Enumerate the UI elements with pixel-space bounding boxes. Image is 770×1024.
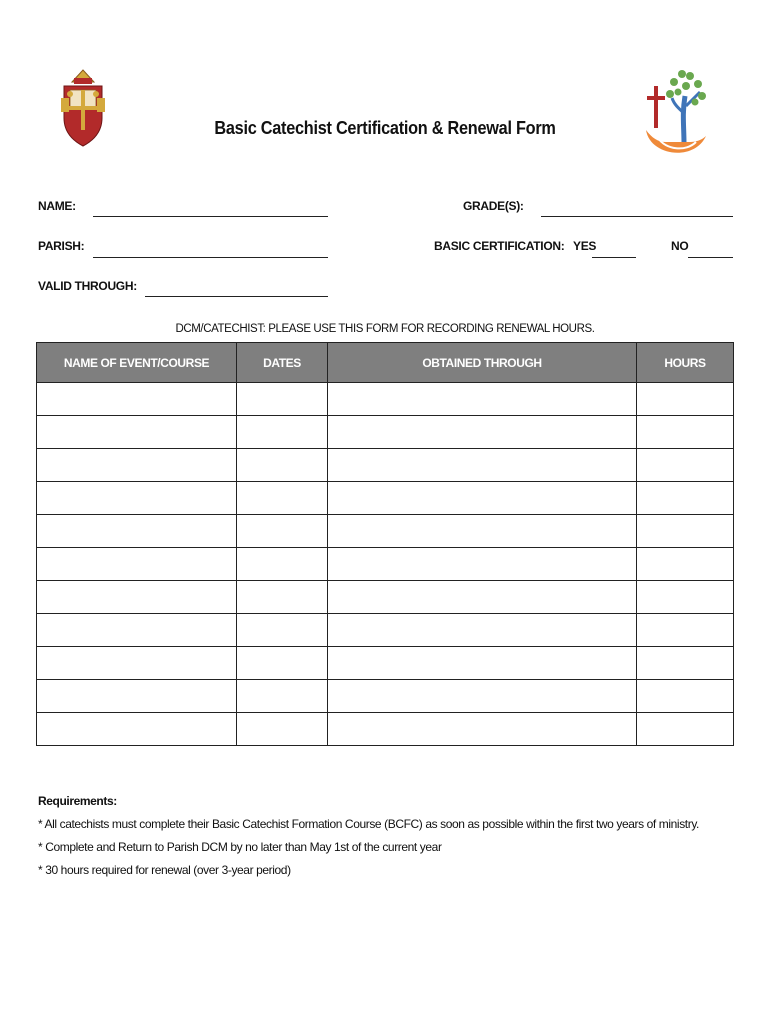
cell-dates[interactable]	[237, 680, 328, 713]
cell-hours[interactable]	[637, 383, 734, 416]
cell-hours[interactable]	[637, 416, 734, 449]
grades-label: GRADE(S):	[463, 199, 524, 213]
requirement-item: * All catechists must complete their Basic Catechist Formation Course (BCFC) as soon as possible within the first two years of ministry.	[38, 817, 699, 831]
parish-field[interactable]	[93, 257, 328, 258]
table-row	[37, 449, 734, 482]
cell-dates[interactable]	[237, 647, 328, 680]
cell-obtained-through[interactable]	[328, 482, 637, 515]
cell-hours[interactable]	[637, 680, 734, 713]
cell-dates[interactable]	[237, 482, 328, 515]
cell-event-course[interactable]	[37, 581, 237, 614]
cell-hours[interactable]	[637, 647, 734, 680]
no-label: NO	[671, 239, 689, 253]
yes-field[interactable]	[592, 257, 636, 258]
cell-obtained-through[interactable]	[328, 581, 637, 614]
basic-certification-label: BASIC CERTIFICATION:	[434, 239, 565, 253]
table-body	[37, 383, 734, 746]
cell-obtained-through[interactable]	[328, 713, 637, 746]
cell-hours[interactable]	[637, 482, 734, 515]
cell-event-course[interactable]	[37, 482, 237, 515]
cell-event-course[interactable]	[37, 614, 237, 647]
cell-obtained-through[interactable]	[328, 416, 637, 449]
cell-event-course[interactable]	[37, 647, 237, 680]
cell-obtained-through[interactable]	[328, 548, 637, 581]
cell-event-course[interactable]	[37, 515, 237, 548]
cell-dates[interactable]	[237, 515, 328, 548]
cell-dates[interactable]	[237, 548, 328, 581]
cell-dates[interactable]	[237, 383, 328, 416]
cell-hours[interactable]	[637, 713, 734, 746]
header-dates: DATES	[237, 343, 328, 383]
cell-obtained-through[interactable]	[328, 647, 637, 680]
cell-hours[interactable]	[637, 614, 734, 647]
cell-dates[interactable]	[237, 416, 328, 449]
table-row	[37, 581, 734, 614]
cross-tree-hands-icon	[640, 66, 710, 164]
cell-dates[interactable]	[237, 713, 328, 746]
table-row	[37, 614, 734, 647]
instruction-text: DCM/CATECHIST: PLEASE USE THIS FORM FOR RECORDING RENEWAL HOURS.	[175, 323, 595, 335]
table-row	[37, 680, 734, 713]
cell-event-course[interactable]	[37, 713, 237, 746]
requirement-item: * Complete and Return to Parish DCM by no later than May 1st of the current year	[38, 840, 442, 854]
cell-event-course[interactable]	[37, 416, 237, 449]
cell-obtained-through[interactable]	[328, 383, 637, 416]
requirement-item: * 30 hours required for renewal (over 3-year period)	[38, 863, 291, 877]
yes-label: YES	[573, 239, 597, 253]
name-label: NAME:	[38, 199, 76, 213]
header-obtained-through: OBTAINED THROUGH	[328, 343, 637, 383]
name-field[interactable]	[93, 216, 328, 217]
form-title: Basic Catechist Certification & Renewal Form	[214, 117, 556, 138]
cell-hours[interactable]	[637, 548, 734, 581]
cell-event-course[interactable]	[37, 680, 237, 713]
cell-obtained-through[interactable]	[328, 680, 637, 713]
table-row	[37, 713, 734, 746]
valid-through-field[interactable]	[145, 296, 328, 297]
valid-through-label: VALID THROUGH:	[38, 279, 137, 293]
parish-label: PARISH:	[38, 239, 85, 253]
cell-obtained-through[interactable]	[328, 515, 637, 548]
table-row	[37, 515, 734, 548]
renewal-hours-table	[36, 342, 734, 746]
requirements-heading: Requirements:	[38, 794, 117, 808]
table-row	[37, 416, 734, 449]
cell-event-course[interactable]	[37, 449, 237, 482]
table-row	[37, 482, 734, 515]
cell-dates[interactable]	[237, 614, 328, 647]
cell-event-course[interactable]	[37, 548, 237, 581]
cell-hours[interactable]	[637, 515, 734, 548]
table-row	[37, 548, 734, 581]
no-field[interactable]	[688, 257, 733, 258]
cell-hours[interactable]	[637, 449, 734, 482]
cell-obtained-through[interactable]	[328, 614, 637, 647]
header-hours: HOURS	[637, 343, 734, 383]
cell-hours[interactable]	[637, 581, 734, 614]
cell-dates[interactable]	[237, 449, 328, 482]
header-event-course: NAME OF EVENT/COURSE	[37, 343, 237, 383]
table-row	[37, 647, 734, 680]
table-row	[37, 383, 734, 416]
grades-field[interactable]	[541, 216, 733, 217]
table-header-row	[37, 343, 734, 383]
cell-obtained-through[interactable]	[328, 449, 637, 482]
cell-event-course[interactable]	[37, 383, 237, 416]
cell-dates[interactable]	[237, 581, 328, 614]
